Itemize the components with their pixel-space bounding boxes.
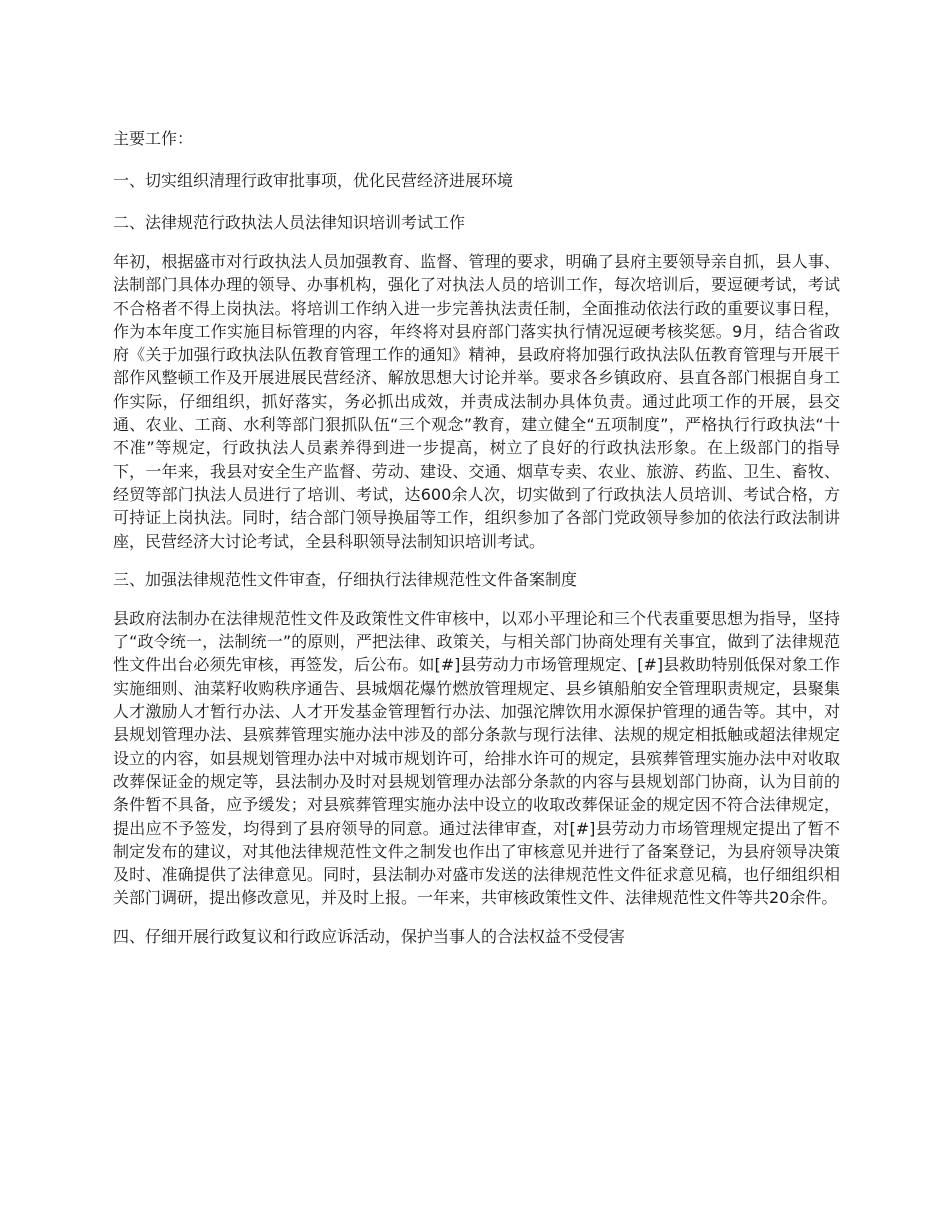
section-3-heading: 三、加强法律规范性文件审查，仔细执行法律规范性文件备案制度 bbox=[113, 569, 578, 589]
section-4-heading: 四、仔细开展行政复议和行政应诉活动，保护当事人的合法权益不受侵害 bbox=[113, 926, 626, 946]
section-3-body: 县政府法制办在法律规范性文件及政策性文件审核中，以邓小平理论和三个代表重要思想为指导，坚持了“政令统一，法制统一”的原则，严把法律、政策关，与相关部门协商处理有关事宜，做到了法律规范性文件出台必须先审核，再签发，后公布。如[#]县劳动力市场管理规定、[#]县救助特别低保对象工作实施细则、油菜籽收购秩序通告、县城烟花爆竹燃放管理规定、县乡镇船舶安全管理职责规定，县聚集人才激励人才暂行办法、人才开发基金管理暂行办法、加强沱牌饮用水源保护管理的通告等。其中，对县规划管理办法、县殡葬管理实施办法中涉及的部分条款与现行法律、法规的规定相抵触或超法律规定设立的内容，如县规划管理办法中对城市规划许可，给排水许可的规定，县殡葬管理实施办法中对收取改葬保证金的规定等，县法制办及时对县规划管理办法部分条款的内容与县规划部门协商，认为目前的条件暂不具备，应予缓发；对县殡葬管理实施办法中设立的收取改葬保证金的规定因不符合法律规定，提出应不予签发，均得到了县府领导的同意。通过法律审查，对[#]县劳动力市场管理规定提出了暂不制定发布的建议，对其他法律规范性文件之制发也作出了审核意见并进行了备案登记，为县府领导决策及时、准确提供了法律意见。同时，县法制办对盛市发送的法律规范性文件征求意见稿，也仔细组织相关部门调研，提出修改意见，并及时上报。一年来，共审核政策性文件、法律规范性文件等共20余件。 bbox=[113, 608, 840, 908]
section-2-heading: 二、法律规范行政执法人员法律知识培训考试工作 bbox=[113, 213, 466, 232]
main-work-heading: 主要工作： bbox=[113, 129, 194, 148]
document-page bbox=[113, 124, 840, 964]
section-1-heading: 一、切实组织清理行政审批事项，优化民营经济进展环境 bbox=[113, 171, 514, 190]
section-2-body: 年初，根据盛市对行政执法人员加强教育、监督、管理的要求，明确了县府主要领导亲自抓，县人事、法制部门具体办理的领导、办事机构，强化了对执法人员的培训工作，每次培训后，要逗硬考试，考试不合格者不得上岗执法。将培训工作纳入进一步完善执法责任制，全面推动依法行政的重要议事日程，作为本年度工作实施目标管理的内容，年终将对县府部门落实执行情况逗硬考核奖惩。9月，结合省政府《关于加强行政执法队伍教育管理工作的通知》精神，县政府将加强行政执法队伍教育管理与开展干部作风整顿工作及开展进展民营经济、解放思想大讨论并举。要求各乡镇政府、县直各部门根据自身工作实际，仔细组织，抓好落实，务必抓出成效，并责成法制办具体负责。通过此项工作的开展，县交通、农业、工商、水利等部门狠抓队伍“三个观念”教育，建立健全“五项制度”，严格执行行政执法“十不准”等规定，行政执法人员素养得到进一步提高，树立了良好的行政执法形象。在上级部门的指导下，一年来，我县对安全生产监督、劳动、建设、交通、烟草专卖、农业、旅游、药监、卫生、畜牧、经贸等部门执法人员进行了培训、考试，达600余人次，切实做到了行政执法人员培训、考试合格，方可持证上岗执法。同时，结合部门领导换届等工作，组织参加了各部门党政领导参加的依法行政法制讲座，民营经济大讨论考试，全县科职领导法制知识培训考试。 bbox=[113, 252, 840, 551]
